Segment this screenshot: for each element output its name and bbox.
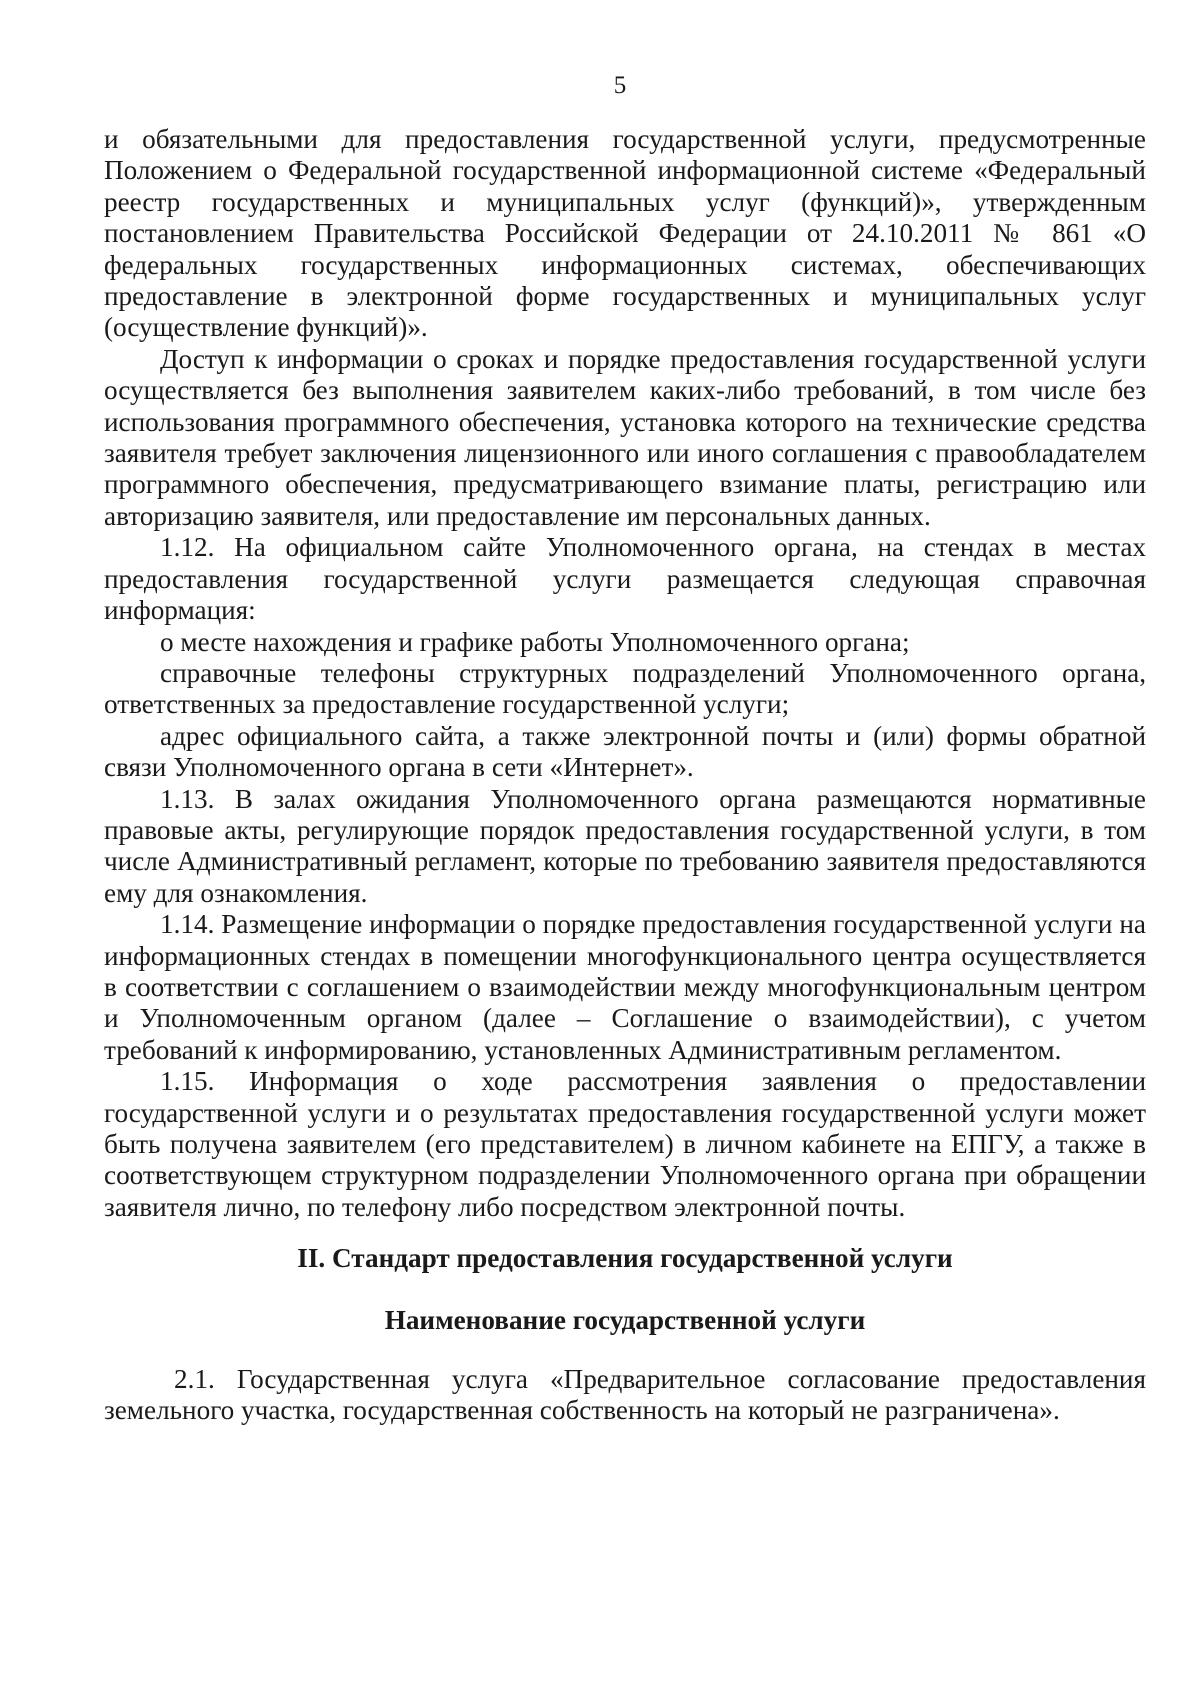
paragraph-continuation: и обязательными для предоставления государственной услуги, предусмотренные Положением о Федеральной государственной информационной системе «Федеральный реестр государственных и муниципальных услуг (функций)», утвержденным постановлением Правительства Российской Федерации от 24.10.2011 № 861 «О федеральных государственных информационных системах, обеспечивающих предоставление в электронной форме государственных и муниципальных услуг (осуществление функций)». xyxy=(104,124,1146,343)
paragraph-1-14: 1.14. Размещение информации о порядке предоставления государственной услуги на информационных стендах в помещении многофункционального центра осуществляется в соответствии с соглашением о взаимодействии между многофункциональным центром и Уполномоченным органом (далее – Соглашение о взаимодействии), с учетом требований к информированию, установленных Административным регламентом. xyxy=(104,909,1146,1065)
paragraph-1-15: 1.15. Информация о ходе рассмотрения заявления о предоставлении государственной услуги и о результатах предоставления государственной услуги может быть получена заявителем (его представителем) в личном кабинете на ЕПГУ, а также в соответствующем структурном подразделении Уполномоченного органа при обращении заявителя лично, по телефону либо посредством электронной почты. xyxy=(104,1066,1146,1222)
section-heading: II. Стандарт предоставления государственной услуги xyxy=(297,1243,953,1274)
paragraph-phones-info: справочные телефоны структурных подразделений Уполномоченного органа, ответственных за предоставление государственной услуги; xyxy=(104,657,1146,720)
paragraph-2-1: 2.1. Государственная услуга «Предварительное согласование предоставления земельного участка, государственная собственность на который не разграничена». xyxy=(104,1364,1146,1426)
paragraph-access-info: Доступ к информации о сроках и порядке предоставления государственной услуги осуществляется без выполнения заявителем каких-либо требований, в том числе без использования программного обеспечения, установка которого на технические средства заявителя требует заключения лицензионного или иного соглашения с правообладателем программного обеспечения, предусматривающего взимание платы, регистрацию или авторизацию заявителя, или предоставление им персональных данных. xyxy=(104,343,1146,531)
paragraph-location-info: о месте нахождения и графике работы Уполномоченного органа; xyxy=(160,626,910,657)
subsection-heading: Наименование государственной услуги xyxy=(384,1304,866,1335)
paragraph-1-13: 1.13. В залах ожидания Уполномоченного органа размещаются нормативные правовые акты, регулирующие порядок предоставления государственной услуги, в том числе Административный регламент, которые по требованию заявителя предоставляются ему для ознакомления. xyxy=(104,783,1146,908)
paragraph-website-info: адрес официального сайта, а также электронной почты и (или) формы обратной связи Уполномоченного органа в сети «Интернет». xyxy=(104,720,1146,783)
document-body xyxy=(104,124,1146,1427)
paragraph-1-12: 1.12. На официальном сайте Уполномоченного органа, на стендах в местах предоставления государственной услуги размещается следующая справочная информация: xyxy=(104,532,1146,626)
page-number: 5 xyxy=(613,72,627,99)
